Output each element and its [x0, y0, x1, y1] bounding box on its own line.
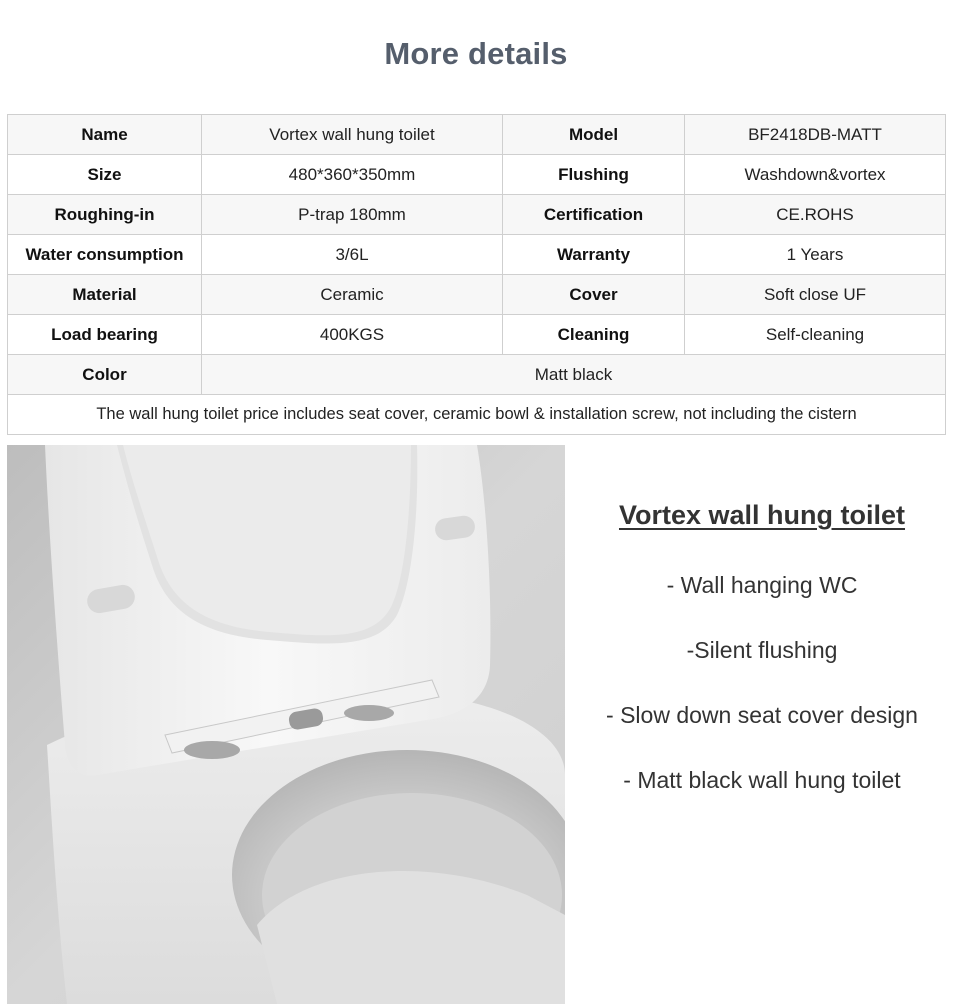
table-row: [8, 195, 946, 235]
spec-value: 400KGS: [202, 315, 503, 355]
spec-value: Ceramic: [202, 275, 503, 315]
spec-value: Vortex wall hung toilet: [202, 115, 503, 155]
spec-table: [7, 114, 946, 435]
spec-value: Soft close UF: [685, 275, 946, 315]
spec-value: Matt black: [202, 355, 946, 395]
spec-value: 1 Years: [685, 235, 946, 275]
table-row: [8, 235, 946, 275]
feature-item: - Slow down seat cover design: [606, 702, 918, 728]
spec-label: Size: [8, 155, 202, 195]
table-row: [8, 355, 946, 395]
feature-title: Vortex wall hung toilet: [618, 500, 906, 530]
spec-label: Certification: [503, 195, 685, 235]
page-title: More details: [384, 36, 568, 71]
product-photo: [7, 445, 565, 1004]
spec-value: Self-cleaning: [685, 315, 946, 355]
feature-item: - Matt black wall hung toilet: [623, 767, 901, 793]
table-row: [8, 275, 946, 315]
spec-value: Washdown&vortex: [685, 155, 946, 195]
spec-label: Roughing-in: [8, 195, 202, 235]
feature-item: -Silent flushing: [686, 637, 838, 663]
spec-label: Cleaning: [503, 315, 685, 355]
spec-label: Load bearing: [8, 315, 202, 355]
feature-item: - Wall hanging WC: [666, 572, 858, 598]
spec-value: 3/6L: [202, 235, 503, 275]
spec-value: P-trap 180mm: [202, 195, 503, 235]
spec-label: Name: [8, 115, 202, 155]
spec-label: Material: [8, 275, 202, 315]
spec-label: Model: [503, 115, 685, 155]
spec-label: Warranty: [503, 235, 685, 275]
spec-label: Water consumption: [8, 235, 202, 275]
spec-label: Color: [8, 355, 202, 395]
table-row: [8, 115, 946, 155]
table-row: [8, 315, 946, 355]
spec-note: The wall hung toilet price includes seat cover, ceramic bowl & installation screw, not including the cistern: [8, 395, 946, 435]
spec-label: Flushing: [503, 155, 685, 195]
spec-value: 480*360*350mm: [202, 155, 503, 195]
feature-panel: [572, 495, 952, 829]
table-row: [8, 395, 946, 435]
spec-label: Cover: [503, 275, 685, 315]
spec-value: CE.ROHS: [685, 195, 946, 235]
table-row: [8, 155, 946, 195]
spec-value: BF2418DB-MATT: [685, 115, 946, 155]
